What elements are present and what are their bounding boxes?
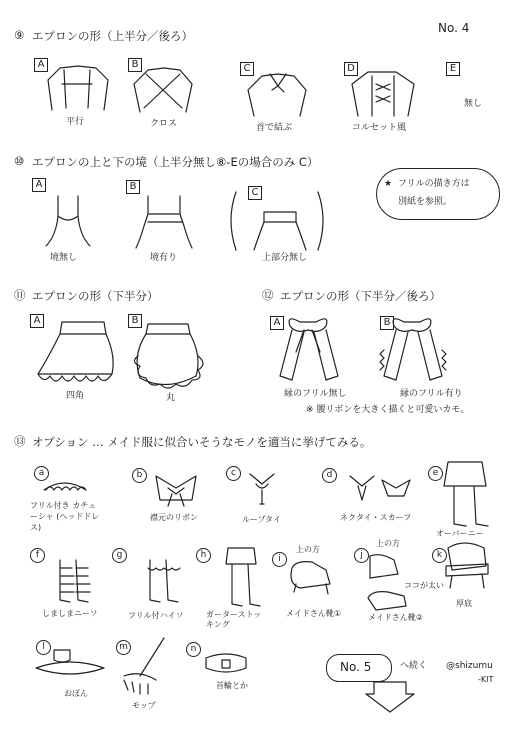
s12-caption-b: 縁のフリル有り bbox=[400, 389, 463, 399]
opt-caption-n: 首輪とか bbox=[216, 681, 248, 690]
section-10-title: エプロンの上と下の境（上半分無し⑧-Eの場合のみ C） bbox=[32, 155, 319, 169]
author-handle-sub: -KIT bbox=[478, 675, 494, 684]
overknee-drawing bbox=[444, 462, 488, 526]
section-12-title: エプロンの形（下半分／後ろ） bbox=[280, 289, 441, 303]
s10-letter-a: A bbox=[32, 178, 46, 192]
garter-drawing bbox=[226, 548, 260, 606]
s10-letter-c: C bbox=[248, 186, 262, 200]
down-arrow-drawing bbox=[366, 682, 414, 712]
collar-ring-drawing bbox=[206, 654, 246, 672]
s10-caption-a: 境無し bbox=[50, 253, 78, 263]
s10-caption-c: 上部分無し bbox=[262, 253, 308, 263]
apron-corset-drawing bbox=[352, 72, 414, 116]
opt-mark-j: j bbox=[354, 548, 369, 563]
s9-caption-c: 首で結ぶ bbox=[256, 123, 293, 133]
s11-letter-a: A bbox=[30, 314, 44, 328]
next-page-label: No. 5 bbox=[340, 660, 372, 674]
s11-caption-a: 四角 bbox=[66, 391, 85, 401]
skirt-round-drawing bbox=[134, 324, 203, 388]
collar-ribbon-drawing bbox=[156, 476, 196, 506]
s11-caption-b: 丸 bbox=[166, 393, 176, 403]
back-no-frill-drawing bbox=[280, 319, 338, 380]
s12-letter-a: A bbox=[270, 316, 284, 330]
section-13-title: オプション … メイド服に似合いそうなモノを適当に挙げてみる。 bbox=[32, 435, 372, 449]
opt-caption-l: おぼん bbox=[64, 689, 88, 698]
s9-letter-c: C bbox=[240, 62, 254, 76]
border-yes-drawing bbox=[136, 196, 192, 248]
frill-note-box bbox=[376, 168, 500, 220]
opt-mark-m: m bbox=[116, 640, 131, 655]
opt-mark-b: b bbox=[132, 468, 147, 483]
opt-mark-e: e bbox=[428, 466, 443, 481]
opt-caption-a: フリル付き カチューシャ (ヘッドドレス) bbox=[30, 501, 100, 532]
section-12-number: ⑫ bbox=[262, 288, 274, 302]
section-10-number: ⑩ bbox=[14, 154, 25, 168]
opt-mark-i: i bbox=[272, 552, 287, 567]
opt-j-tag: 上の方 bbox=[376, 539, 400, 548]
s11-letter-b: B bbox=[128, 314, 142, 328]
opt-mark-a: a bbox=[34, 466, 49, 481]
note-star-icon: ★ bbox=[384, 179, 393, 189]
page-number: No. 4 bbox=[438, 21, 470, 35]
shoe1-drawing bbox=[291, 562, 330, 594]
author-handle: @shizumu bbox=[446, 661, 493, 671]
apron-parallel-drawing bbox=[48, 66, 108, 110]
platform-drawing bbox=[446, 543, 488, 588]
opt-caption-j: メイドさん靴② bbox=[368, 613, 424, 622]
s9-caption-b: クロス bbox=[150, 119, 178, 129]
opt-mark-g: g bbox=[112, 548, 127, 563]
opt-caption-k: 厚底 bbox=[456, 599, 472, 608]
section-11-number: ⑪ bbox=[14, 288, 26, 302]
section-11-title: エプロンの形（下半分） bbox=[32, 289, 159, 303]
opt-caption-h: ガーターストッキング bbox=[206, 610, 262, 629]
section-9-number: ⑨ bbox=[14, 28, 25, 42]
s9-letter-e: E bbox=[446, 62, 460, 76]
border-none-drawing bbox=[46, 196, 90, 246]
headdress-drawing bbox=[44, 483, 86, 490]
s10-letter-b: B bbox=[126, 180, 140, 194]
opt-mark-f: f bbox=[30, 548, 45, 563]
opt-caption-e: オーバーニー bbox=[436, 529, 484, 538]
opt-caption-b: 襟元のリボン bbox=[150, 513, 198, 522]
loop-tie-drawing bbox=[250, 474, 274, 504]
s10-caption-b: 境有り bbox=[150, 253, 178, 263]
opt-mark-d: d bbox=[322, 468, 337, 483]
next-page-suffix: へ続く bbox=[400, 661, 428, 671]
apron-neck-tie-drawing bbox=[248, 74, 306, 116]
frill-socks-drawing bbox=[148, 560, 180, 602]
s9-caption-a: 平行 bbox=[66, 117, 85, 127]
note-line-2: 別紙を参照。 bbox=[398, 197, 453, 207]
opt-mark-k: k bbox=[432, 548, 447, 563]
s9-letter-a: A bbox=[34, 58, 48, 72]
opt-j-sub: ココが太い bbox=[404, 581, 444, 590]
s9-caption-e: 無し bbox=[464, 99, 483, 109]
opt-i-tag: 上の方 bbox=[296, 545, 320, 554]
s12-letter-b: B bbox=[380, 316, 394, 330]
opt-caption-g: フリル付ハイソ bbox=[128, 611, 184, 620]
opt-mark-h: h bbox=[196, 548, 211, 563]
opt-caption-c: ループタイ bbox=[242, 515, 281, 524]
opt-mark-n: n bbox=[186, 642, 201, 657]
opt-mark-c: c bbox=[226, 466, 241, 481]
s12-remark: ※ 腰リボンを大きく描くと可愛いカモ。 bbox=[306, 405, 470, 415]
section-13-number: ⑬ bbox=[14, 434, 26, 448]
necktie-scarf-drawing bbox=[350, 476, 410, 500]
upper-none-drawing bbox=[231, 192, 323, 250]
opt-mark-l: l bbox=[36, 640, 51, 655]
section-9-title: エプロンの形（上半分／後ろ） bbox=[32, 29, 193, 43]
s9-letter-d: D bbox=[344, 62, 358, 76]
note-line-1: フリルの描き方は bbox=[398, 179, 470, 189]
striped-socks-drawing bbox=[60, 560, 90, 602]
shoe2-drawing bbox=[368, 555, 406, 610]
opt-caption-i: メイドさん靴① bbox=[286, 609, 342, 618]
s9-caption-d: コルセット風 bbox=[352, 123, 407, 133]
opt-caption-f: しましまニーソ bbox=[42, 609, 98, 618]
skirt-square-drawing bbox=[38, 322, 113, 381]
apron-cross-drawing bbox=[134, 68, 192, 112]
s12-caption-a: 縁のフリル無し bbox=[284, 389, 347, 399]
opt-caption-d: ネクタイ・スカーフ bbox=[340, 513, 412, 522]
s9-letter-b: B bbox=[128, 58, 142, 72]
opt-caption-m: モップ bbox=[132, 701, 156, 710]
